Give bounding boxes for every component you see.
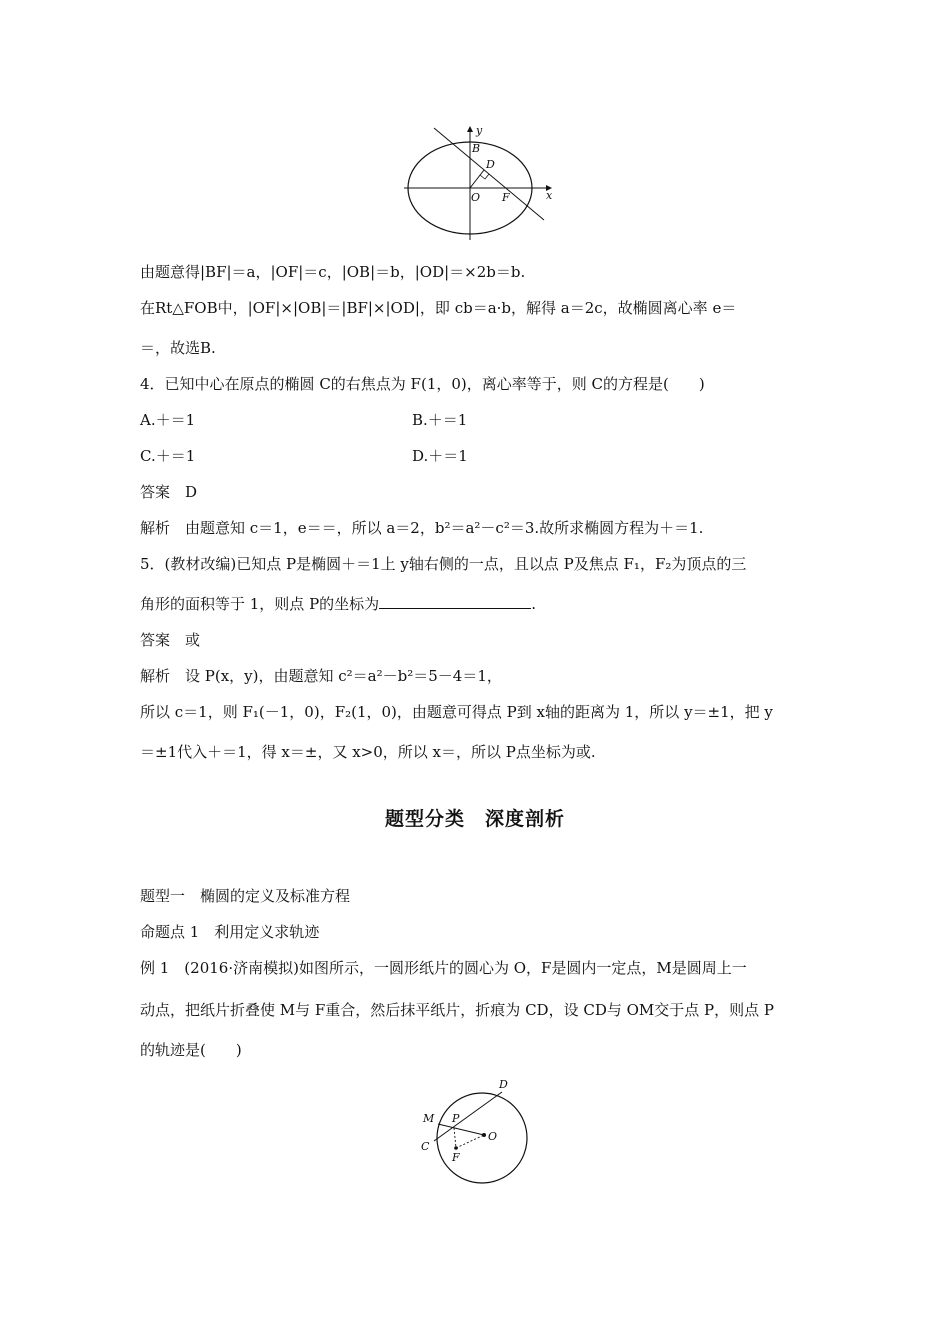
- label-d: D: [486, 158, 495, 171]
- segment-fo: [456, 1135, 484, 1148]
- question-4: 4．已知中心在原点的椭圆 C的右焦点为 F(1，0)，离心率等于，则 C的方程是( ): [140, 375, 705, 393]
- topic-point-1: 命题点 1 利用定义求轨迹: [140, 923, 320, 941]
- label-d: D: [499, 1078, 508, 1091]
- question-5-period: .: [531, 595, 536, 613]
- question-5-text: 角形的面积等于 1，则点 P的坐标为: [140, 595, 380, 613]
- example-1-line-1: 例 1 (2016·济南模拟)如图所示，一圆形纸片的圆心为 O，F是圆内一定点，M是圆周上一: [140, 959, 747, 977]
- y-axis-arrow: [467, 126, 473, 132]
- solution-5-line-1: 解析 设 P(x，y)，由题意知 c²＝a²－b²＝5－4＝1，: [140, 667, 502, 685]
- example-1-line-2: 动点，把纸片折叠使 M与 F重合，然后抹平纸片，折痕为 CD，设 CD与 OM交于点 P，则点 P: [140, 1001, 774, 1019]
- text-line-1: 由题意得|BF|＝a，|OF|＝c，|OB|＝b，|OD|＝×2b＝b.: [140, 263, 526, 281]
- segment-pf: [454, 1128, 456, 1148]
- ellipse-figure: [398, 124, 560, 242]
- label-b: B: [472, 142, 481, 155]
- section-heading: 题型分类 深度剖析: [384, 808, 565, 830]
- example-1-line-3: 的轨迹是( ): [140, 1041, 242, 1059]
- label-c: C: [421, 1140, 430, 1153]
- text-line-2: 在Rt△FOB中，|OF|×|OB|＝|BF|×|OD|，即 cb＝a·b，解得 a＝2c，故椭圆离心率 e＝: [140, 299, 737, 317]
- point-f: [454, 1146, 458, 1150]
- option-c: C.＋＝1: [140, 447, 196, 465]
- text-line-3: ＝，故选B.: [140, 339, 216, 357]
- answer-blank: [379, 594, 531, 609]
- solution-4: 解析 由题意知 c＝1，e＝＝，所以 a＝2，b²＝a²－c²＝3.故所求椭圆方程为＋＝1.: [140, 519, 704, 537]
- right-angle-mark: [480, 174, 489, 179]
- segment-od: [470, 170, 484, 188]
- label-o: O: [488, 1130, 498, 1143]
- label-f: F: [502, 191, 510, 204]
- option-a: A.＋＝1: [140, 411, 196, 429]
- question-5-line-2: [140, 594, 536, 614]
- label-y: y: [476, 124, 483, 137]
- solution-5-line-3: ＝±1代入＋＝1，得 x＝±，又 x>0，所以 x＝，所以 P点坐标为或.: [140, 743, 596, 761]
- label-m: M: [423, 1112, 435, 1125]
- answer-4: 答案 D: [140, 483, 198, 501]
- question-5-line-1: 5．(教材改编)已知点 P是椭圆＋＝1上 y轴右侧的一点，且以点 P及焦点 F₁，F₂为顶点的三: [140, 555, 747, 573]
- circle-figure: [412, 1074, 534, 1188]
- label-f: F: [452, 1151, 460, 1164]
- solution-5-line-2: 所以 c＝1，则 F₁(－1，0)，F₂(1，0)，由题意可得点 P到 x轴的距离为 1，所以 y＝±1，把 y: [140, 703, 773, 721]
- label-p: P: [452, 1112, 460, 1125]
- topic-type-1: 题型一 椭圆的定义及标准方程: [140, 887, 351, 905]
- option-b: B.＋＝1: [412, 411, 468, 429]
- label-x: x: [546, 189, 553, 202]
- option-d: D.＋＝1: [412, 447, 468, 465]
- point-o: [482, 1133, 486, 1137]
- label-o: O: [471, 191, 481, 204]
- answer-5: 答案 或: [140, 631, 201, 649]
